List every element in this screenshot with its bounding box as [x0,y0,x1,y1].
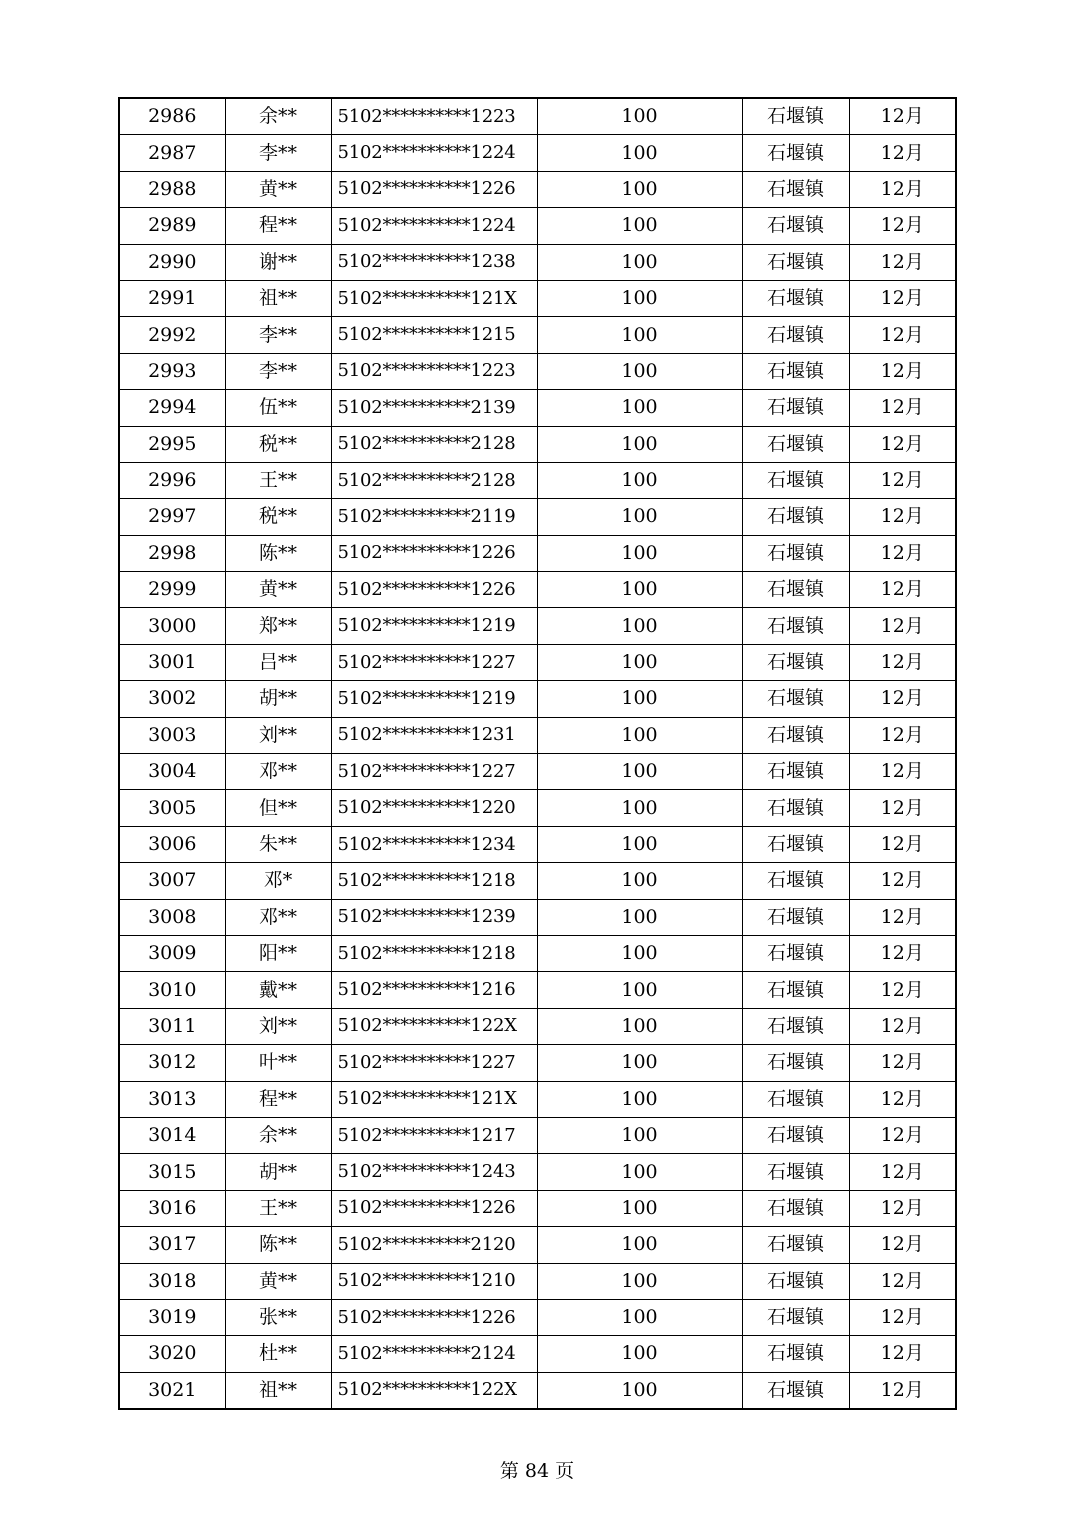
table-row [119,644,956,680]
month-cell: 12月 [849,681,956,717]
town-cell: 石堰镇 [742,1045,849,1081]
name-cell: 刘** [225,717,331,753]
amount-cell: 100 [537,644,742,680]
table-row [119,244,956,280]
town-cell: 石堰镇 [742,499,849,535]
table-row [119,899,956,935]
name-cell: 叶** [225,1045,331,1081]
amount-cell: 100 [537,535,742,571]
table-row [119,1045,956,1081]
id-number-cell: 5102**********1219 [331,681,537,717]
table-row [119,135,956,171]
serial-number-cell: 3006 [119,826,225,862]
name-cell: 阳** [225,935,331,971]
name-cell: 黄** [225,171,331,207]
month-cell: 12月 [849,644,956,680]
serial-number-cell: 2987 [119,135,225,171]
serial-number-cell: 3007 [119,863,225,899]
table-row [119,1336,956,1372]
serial-number-cell: 3003 [119,717,225,753]
name-cell: 刘** [225,1008,331,1044]
month-cell: 12月 [849,863,956,899]
serial-number-cell: 2992 [119,317,225,353]
amount-cell: 100 [537,426,742,462]
serial-number-cell: 2989 [119,208,225,244]
amount-cell: 100 [537,572,742,608]
town-cell: 石堰镇 [742,1154,849,1190]
amount-cell: 100 [537,1227,742,1263]
id-number-cell: 5102**********1218 [331,863,537,899]
town-cell: 石堰镇 [742,826,849,862]
table-row [119,754,956,790]
table-row [119,535,956,571]
name-cell: 张** [225,1299,331,1335]
town-cell: 石堰镇 [742,717,849,753]
id-number-cell: 5102**********122X [331,1372,537,1409]
amount-cell: 100 [537,899,742,935]
name-cell: 朱** [225,826,331,862]
id-number-cell: 5102**********1224 [331,208,537,244]
month-cell: 12月 [849,754,956,790]
serial-number-cell: 3000 [119,608,225,644]
id-number-cell: 5102**********1217 [331,1117,537,1153]
town-cell: 石堰镇 [742,135,849,171]
town-cell: 石堰镇 [742,863,849,899]
town-cell: 石堰镇 [742,608,849,644]
id-number-cell: 5102**********1220 [331,790,537,826]
id-number-cell: 5102**********2119 [331,499,537,535]
name-cell: 吕** [225,644,331,680]
name-cell: 李** [225,317,331,353]
table-row [119,98,956,135]
town-cell: 石堰镇 [742,1008,849,1044]
name-cell: 杜** [225,1336,331,1372]
month-cell: 12月 [849,280,956,316]
amount-cell: 100 [537,608,742,644]
month-cell: 12月 [849,572,956,608]
id-number-cell: 5102**********1223 [331,353,537,389]
amount-cell: 100 [537,499,742,535]
name-cell: 但** [225,790,331,826]
amount-cell: 100 [537,1299,742,1335]
id-number-cell: 5102**********1210 [331,1263,537,1299]
id-number-cell: 5102**********2128 [331,462,537,498]
town-cell: 石堰镇 [742,98,849,135]
town-cell: 石堰镇 [742,1190,849,1226]
month-cell: 12月 [849,608,956,644]
town-cell: 石堰镇 [742,681,849,717]
town-cell: 石堰镇 [742,754,849,790]
town-cell: 石堰镇 [742,935,849,971]
serial-number-cell: 3002 [119,681,225,717]
amount-cell: 100 [537,972,742,1008]
town-cell: 石堰镇 [742,280,849,316]
record-table-body [119,98,956,1409]
serial-number-cell: 2990 [119,244,225,280]
id-number-cell: 5102**********2120 [331,1227,537,1263]
table-row [119,681,956,717]
id-number-cell: 5102**********1234 [331,826,537,862]
amount-cell: 100 [537,1154,742,1190]
serial-number-cell: 2997 [119,499,225,535]
table-row [119,171,956,207]
id-number-cell: 5102**********1231 [331,717,537,753]
amount-cell: 100 [537,1190,742,1226]
name-cell: 王** [225,462,331,498]
amount-cell: 100 [537,863,742,899]
name-cell: 胡** [225,1154,331,1190]
month-cell: 12月 [849,353,956,389]
serial-number-cell: 3009 [119,935,225,971]
id-number-cell: 5102**********121X [331,280,537,316]
id-number-cell: 5102**********122X [331,1008,537,1044]
serial-number-cell: 2988 [119,171,225,207]
town-cell: 石堰镇 [742,208,849,244]
name-cell: 胡** [225,681,331,717]
name-cell: 戴** [225,972,331,1008]
amount-cell: 100 [537,1045,742,1081]
amount-cell: 100 [537,1263,742,1299]
amount-cell: 100 [537,1117,742,1153]
month-cell: 12月 [849,1081,956,1117]
town-cell: 石堰镇 [742,1336,849,1372]
serial-number-cell: 3014 [119,1117,225,1153]
id-number-cell: 5102**********1226 [331,572,537,608]
table-row [119,1227,956,1263]
town-cell: 石堰镇 [742,1299,849,1335]
id-number-cell: 5102**********1227 [331,644,537,680]
serial-number-cell: 3001 [119,644,225,680]
table-row [119,208,956,244]
table-row [119,390,956,426]
amount-cell: 100 [537,1008,742,1044]
amount-cell: 100 [537,826,742,862]
amount-cell: 100 [537,353,742,389]
town-cell: 石堰镇 [742,899,849,935]
serial-number-cell: 3011 [119,1008,225,1044]
month-cell: 12月 [849,499,956,535]
id-number-cell: 5102**********1239 [331,899,537,935]
table-row [119,426,956,462]
table-row [119,935,956,971]
id-number-cell: 5102**********1226 [331,1299,537,1335]
month-cell: 12月 [849,244,956,280]
table-row [119,499,956,535]
amount-cell: 100 [537,1372,742,1409]
amount-cell: 100 [537,935,742,971]
serial-number-cell: 2994 [119,390,225,426]
name-cell: 程** [225,1081,331,1117]
serial-number-cell: 3019 [119,1299,225,1335]
name-cell: 祖** [225,1372,331,1409]
table-row [119,608,956,644]
id-number-cell: 5102**********1226 [331,171,537,207]
id-number-cell: 5102**********2128 [331,426,537,462]
month-cell: 12月 [849,208,956,244]
town-cell: 石堰镇 [742,244,849,280]
id-number-cell: 5102**********1227 [331,1045,537,1081]
month-cell: 12月 [849,1299,956,1335]
month-cell: 12月 [849,1045,956,1081]
month-cell: 12月 [849,426,956,462]
serial-number-cell: 3015 [119,1154,225,1190]
name-cell: 祖** [225,280,331,316]
serial-number-cell: 2998 [119,535,225,571]
table-row [119,1190,956,1226]
serial-number-cell: 3013 [119,1081,225,1117]
amount-cell: 100 [537,244,742,280]
name-cell: 王** [225,1190,331,1226]
amount-cell: 100 [537,135,742,171]
id-number-cell: 5102**********1216 [331,972,537,1008]
table-row [119,972,956,1008]
town-cell: 石堰镇 [742,317,849,353]
amount-cell: 100 [537,717,742,753]
town-cell: 石堰镇 [742,426,849,462]
name-cell: 税** [225,499,331,535]
amount-cell: 100 [537,790,742,826]
month-cell: 12月 [849,1336,956,1372]
page-number: 第 84 页 [499,1460,575,1482]
amount-cell: 100 [537,98,742,135]
serial-number-cell: 3021 [119,1372,225,1409]
town-cell: 石堰镇 [742,1117,849,1153]
name-cell: 伍** [225,390,331,426]
id-number-cell: 5102**********1223 [331,98,537,135]
table-row [119,1263,956,1299]
id-number-cell: 5102**********1218 [331,935,537,971]
month-cell: 12月 [849,935,956,971]
amount-cell: 100 [537,317,742,353]
table-row [119,280,956,316]
table-row [119,1154,956,1190]
name-cell: 陈** [225,535,331,571]
town-cell: 石堰镇 [742,353,849,389]
month-cell: 12月 [849,1190,956,1226]
month-cell: 12月 [849,1117,956,1153]
name-cell: 李** [225,353,331,389]
serial-number-cell: 3012 [119,1045,225,1081]
serial-number-cell: 3008 [119,899,225,935]
id-number-cell: 5102**********2139 [331,390,537,426]
name-cell: 税** [225,426,331,462]
id-number-cell: 5102**********1243 [331,1154,537,1190]
amount-cell: 100 [537,1336,742,1372]
id-number-cell: 5102**********1226 [331,1190,537,1226]
table-row [119,1008,956,1044]
table-row [119,790,956,826]
town-cell: 石堰镇 [742,462,849,498]
amount-cell: 100 [537,462,742,498]
name-cell: 黄** [225,572,331,608]
id-number-cell: 5102**********1238 [331,244,537,280]
serial-number-cell: 2999 [119,572,225,608]
name-cell: 郑** [225,608,331,644]
name-cell: 邓** [225,754,331,790]
serial-number-cell: 2996 [119,462,225,498]
table-row [119,572,956,608]
id-number-cell: 5102**********1215 [331,317,537,353]
record-table [118,97,957,1410]
name-cell: 黄** [225,1263,331,1299]
table-row [119,1117,956,1153]
month-cell: 12月 [849,826,956,862]
name-cell: 陈** [225,1227,331,1263]
id-number-cell: 5102**********1219 [331,608,537,644]
month-cell: 12月 [849,1227,956,1263]
name-cell: 邓* [225,863,331,899]
amount-cell: 100 [537,754,742,790]
town-cell: 石堰镇 [742,1227,849,1263]
serial-number-cell: 3016 [119,1190,225,1226]
month-cell: 12月 [849,1372,956,1409]
month-cell: 12月 [849,1263,956,1299]
id-number-cell: 5102**********1224 [331,135,537,171]
amount-cell: 100 [537,171,742,207]
month-cell: 12月 [849,317,956,353]
table-row [119,717,956,753]
table-row [119,462,956,498]
month-cell: 12月 [849,1154,956,1190]
town-cell: 石堰镇 [742,972,849,1008]
town-cell: 石堰镇 [742,1263,849,1299]
town-cell: 石堰镇 [742,1081,849,1117]
id-number-cell: 5102**********2124 [331,1336,537,1372]
town-cell: 石堰镇 [742,390,849,426]
town-cell: 石堰镇 [742,572,849,608]
name-cell: 谢** [225,244,331,280]
serial-number-cell: 3010 [119,972,225,1008]
town-cell: 石堰镇 [742,171,849,207]
id-number-cell: 5102**********121X [331,1081,537,1117]
name-cell: 余** [225,1117,331,1153]
month-cell: 12月 [849,98,956,135]
serial-number-cell: 3017 [119,1227,225,1263]
name-cell: 李** [225,135,331,171]
table-row [119,863,956,899]
town-cell: 石堰镇 [742,1372,849,1409]
serial-number-cell: 3018 [119,1263,225,1299]
town-cell: 石堰镇 [742,644,849,680]
table-row [119,353,956,389]
table-row [119,317,956,353]
month-cell: 12月 [849,1008,956,1044]
table-row [119,1081,956,1117]
serial-number-cell: 2995 [119,426,225,462]
month-cell: 12月 [849,462,956,498]
month-cell: 12月 [849,790,956,826]
month-cell: 12月 [849,135,956,171]
amount-cell: 100 [537,390,742,426]
month-cell: 12月 [849,171,956,207]
name-cell: 程** [225,208,331,244]
town-cell: 石堰镇 [742,535,849,571]
serial-number-cell: 2986 [119,98,225,135]
month-cell: 12月 [849,535,956,571]
amount-cell: 100 [537,1081,742,1117]
serial-number-cell: 3020 [119,1336,225,1372]
table-row [119,826,956,862]
amount-cell: 100 [537,208,742,244]
id-number-cell: 5102**********1226 [331,535,537,571]
name-cell: 余** [225,98,331,135]
month-cell: 12月 [849,899,956,935]
month-cell: 12月 [849,972,956,1008]
id-number-cell: 5102**********1227 [331,754,537,790]
serial-number-cell: 3004 [119,754,225,790]
table-row [119,1372,956,1409]
month-cell: 12月 [849,390,956,426]
table-row [119,1299,956,1335]
name-cell: 邓** [225,899,331,935]
month-cell: 12月 [849,717,956,753]
serial-number-cell: 2991 [119,280,225,316]
amount-cell: 100 [537,681,742,717]
town-cell: 石堰镇 [742,790,849,826]
serial-number-cell: 3005 [119,790,225,826]
amount-cell: 100 [537,280,742,316]
serial-number-cell: 2993 [119,353,225,389]
